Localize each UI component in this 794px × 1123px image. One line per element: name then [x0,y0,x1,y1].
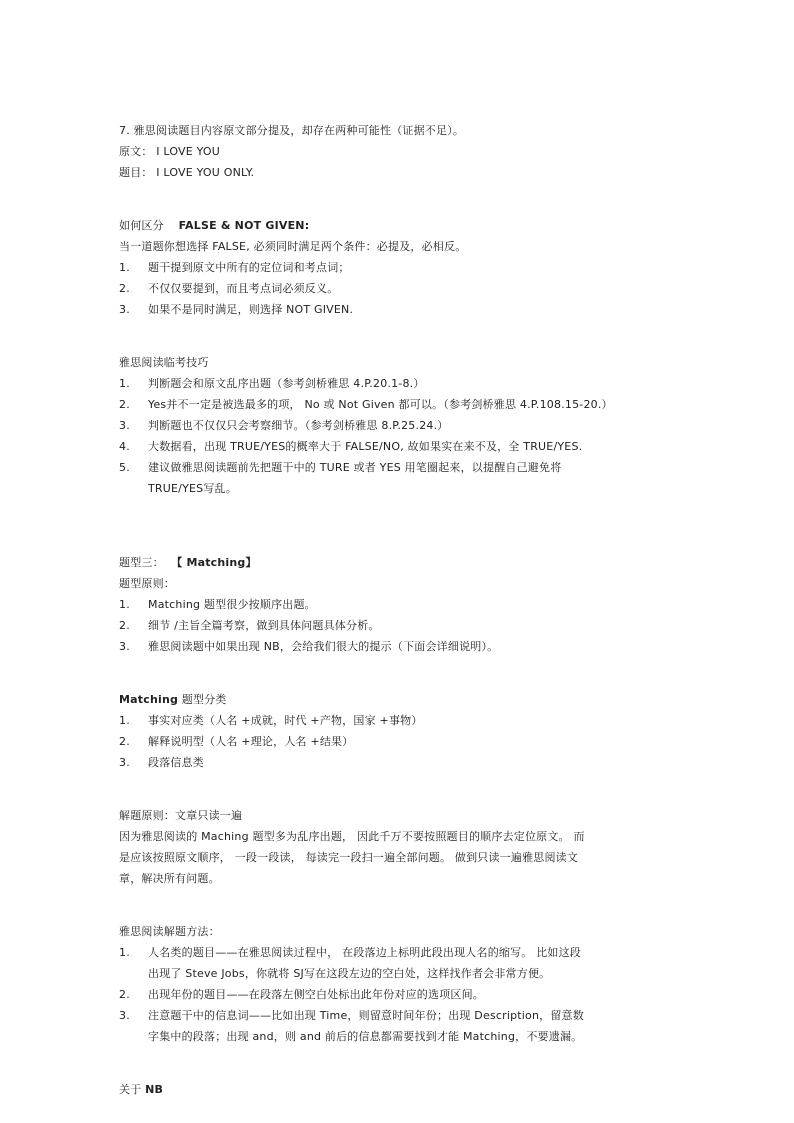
list-item: 1. 题干提到原文中所有的定位词和考点词； [119,261,350,274]
paragraph-line: 因为雅思阅读的 Maching 题型多为乱序出题， 因此千万不要按照题目的顺序去定位原文。 而 [119,830,585,843]
type3-title-prefix: 题型三： [119,556,164,569]
fng-title-prefix: 如何区分 [119,219,164,232]
list-item: 1. 人名类的题目——在雅思阅读过程中， 在段落边上标明此段出现人名的缩写。 比如这段 [119,946,581,959]
category-title-rest: 题型分类 [178,693,227,706]
solve-title: 解题原则：文章只读一遍 [119,809,243,822]
list-item: 3. 段落信息类 [119,756,204,769]
list-item: 1. 判断题会和原文乱序出题（参考剑桥雅思 4.P.20.1-8.） [119,377,425,390]
category-title [119,689,679,710]
list-item-continuation: 字集中的段落；出现 and，则 and 前后的信息都需要找到才能 Matching，不要遗漏。 [148,1030,583,1043]
section7-heading: 7. 雅思阅读题目内容原文部分提及，却存在两种可能性（证据不足）。 [119,124,465,137]
original-text-line: 原文： I LOVE YOU [119,145,221,158]
tips-title: 雅思阅读临考技巧 [119,356,209,369]
list-item: 2. 不仅仅要提到，而且考点词必须反义。 [119,282,339,295]
fng-intro: 当一道题你想选择 FALSE, 必须同时满足两个条件：必提及，必相反。 [119,240,467,253]
list-item: 2. 出现年份的题目——在段落左侧空白处标出此年份对应的选项区间。 [119,988,484,1001]
paragraph-line: 章，解决所有问题。 [119,872,220,885]
category-title-bold: Matching [119,693,179,706]
list-item-continuation: 出现了 Steve Jobs，你就将 SJ写在这段左边的空白处，这样找作者会非常方便。 [148,967,551,980]
nb-heading [119,1079,679,1100]
fng-title [119,215,679,236]
document-body [119,120,679,1100]
paragraph-line: 是应该按照原文顺序， 一段一段读， 每读完一段扫一遍全部问题。 做到只读一遍雅思阅读文 [119,851,579,864]
list-item: 1. 事实对应类（人名 +成就，时代 +产物，国家 +事物） [119,714,423,727]
list-item: 3. 雅思阅读题中如果出现 NB，会给我们很大的提示（下面会详细说明）。 [119,640,499,653]
list-item: 3. 如果不是同时满足，则选择 NOT GIVEN. [119,303,354,316]
list-item: 3. 判断题也不仅仅只会考察细节。（参考剑桥雅思 8.P.25.24.） [119,419,449,432]
nb-heading-bold: NB [145,1083,164,1096]
list-item: 1. Matching 题型很少按顺序出题。 [119,598,316,611]
type3-title-bold: 【 Matching】 [171,556,257,569]
list-item: 4. 大数据看，出现 TRUE/YES的概率大于 FALSE/NO, 故如果实在来不及，全 TRUE/YES. [119,440,583,453]
fng-title-bold: FALSE & NOT GIVEN: [178,219,310,232]
list-item: 2. 解释说明型（人名 +理论，人名 +结果） [119,735,354,748]
nb-heading-prefix: 关于 [119,1083,146,1096]
list-item: 3. 注意题干中的信息词——比如出现 Time，则留意时间年份；出现 Description，留意数 [119,1009,584,1022]
list-item: 5. 建议做雅思阅读题前先把题干中的 TURE 或者 YES 用笔圈起来，以提醒自己避免将 [119,461,562,474]
list-item-continuation: TRUE/YES写乱。 [148,482,237,495]
type3-title [119,552,679,573]
list-item: 2. 细节 /主旨全篇考察，做到具体问题具体分析。 [119,619,380,632]
type3-principle-title: 题型原则： [119,577,175,590]
question-text-line: 题目： I LOVE YOU ONLY. [119,166,255,179]
method-title: 雅思阅读解题方法： [119,925,220,938]
list-item: 2. Yes并不一定是被选最多的项， No 或 Not Given 都可以。（参考剑桥雅思 4.P.108.15-20.） [119,398,613,411]
